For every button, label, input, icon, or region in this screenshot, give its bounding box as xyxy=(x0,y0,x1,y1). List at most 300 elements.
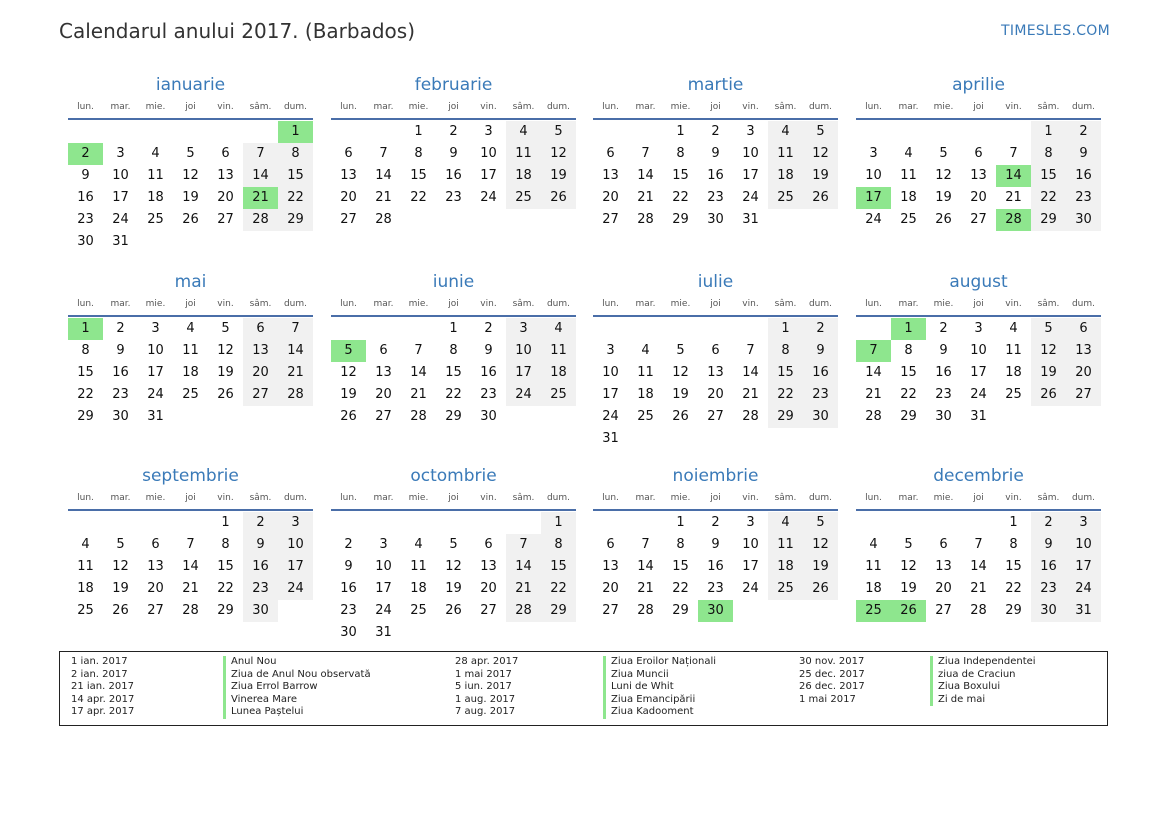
day-cell: 20 xyxy=(375,387,392,402)
day-cell: 17 xyxy=(112,190,129,205)
weekday-header xyxy=(593,299,838,313)
header-divider xyxy=(593,118,838,120)
day-cell: 25 xyxy=(182,387,199,402)
day-cell: 11 xyxy=(768,143,803,165)
day-cell: 10 xyxy=(865,168,882,183)
weekday-label: vin. xyxy=(742,299,759,309)
day-cell: 12 xyxy=(672,365,689,380)
day-cell: 15 xyxy=(410,168,427,183)
weekday-label: mar. xyxy=(635,102,656,112)
day-cell: 6 xyxy=(151,537,160,552)
day-cell: 29 xyxy=(217,603,234,618)
day-cell: 14 xyxy=(742,365,759,380)
day-cell: 28 xyxy=(243,209,278,231)
day-cell: 10 xyxy=(970,343,987,358)
day-cell: 3 xyxy=(606,343,615,358)
weekday-label: mar. xyxy=(635,299,656,309)
day-cell: 24 xyxy=(602,409,619,424)
weekday-label: lun. xyxy=(865,102,882,112)
day-cell: 11 xyxy=(900,168,917,183)
day-cell: 8 xyxy=(904,343,913,358)
day-cell: 25 xyxy=(147,212,164,227)
day-cell: 18 xyxy=(506,165,541,187)
day-cell: 1 xyxy=(676,124,685,139)
day-cell: 7 xyxy=(186,537,195,552)
day-cell: 1 xyxy=(676,515,685,530)
weekday-label: mar. xyxy=(373,102,394,112)
legend-date: 1 aug. 2017 xyxy=(455,693,516,705)
day-cell: 7 xyxy=(641,146,650,161)
day-cell: 27 xyxy=(602,212,619,227)
day-cell: 10 xyxy=(742,537,759,552)
header-divider xyxy=(68,315,313,317)
day-cell-holiday: 1 xyxy=(68,318,103,340)
day-cell: 30 xyxy=(1031,600,1066,622)
day-cell: 9 xyxy=(116,343,125,358)
day-cell: 26 xyxy=(803,187,838,209)
day-cell: 17 xyxy=(742,168,759,183)
day-cell: 12 xyxy=(1031,340,1066,362)
day-cell: 18 xyxy=(768,165,803,187)
day-cell-holiday: 5 xyxy=(331,340,366,362)
day-cell: 9 xyxy=(711,146,720,161)
weekday-label: mie. xyxy=(933,299,954,309)
day-cell: 9 xyxy=(711,537,720,552)
day-cell-holiday: 25 xyxy=(856,600,891,622)
day-cell: 16 xyxy=(112,365,129,380)
day-cell: 16 xyxy=(340,581,357,596)
weekday-label: lun. xyxy=(340,102,357,112)
day-cell: 29 xyxy=(278,209,313,231)
weekday-label: mie. xyxy=(408,299,429,309)
weekday-label: lun. xyxy=(340,493,357,503)
day-cell: 2 xyxy=(711,515,720,530)
day-cell: 21 xyxy=(278,362,313,384)
day-cell: 15 xyxy=(278,165,313,187)
day-cell: 14 xyxy=(278,340,313,362)
header-divider xyxy=(856,315,1101,317)
legend-date: 1 mai 2017 xyxy=(455,668,512,680)
day-cell: 3 xyxy=(869,146,878,161)
day-cell: 5 xyxy=(1031,318,1066,340)
day-cell: 13 xyxy=(1066,340,1101,362)
day-cell: 23 xyxy=(480,387,497,402)
weekday-label: joi xyxy=(710,102,721,112)
day-cell: 30 xyxy=(340,625,357,640)
day-cell: 11 xyxy=(410,559,427,574)
day-cell: 18 xyxy=(768,556,803,578)
day-cell: 23 xyxy=(1031,578,1066,600)
day-cell: 25 xyxy=(506,187,541,209)
legend-holiday-name: Ziua Eroilor Naționali xyxy=(603,656,716,669)
month-name: septembrie xyxy=(142,466,239,486)
day-cell: 26 xyxy=(672,409,689,424)
day-cell: 3 xyxy=(484,124,493,139)
day-cell: 12 xyxy=(935,168,952,183)
day-cell: 15 xyxy=(541,556,576,578)
day-cell: 20 xyxy=(602,581,619,596)
day-cell: 12 xyxy=(217,343,234,358)
day-cell-holiday: 17 xyxy=(856,187,891,209)
day-cell: 10 xyxy=(112,168,129,183)
day-cell: 10 xyxy=(1066,534,1101,556)
day-cell: 19 xyxy=(900,581,917,596)
day-cell: 27 xyxy=(1066,384,1101,406)
legend-holiday-name: Ziua Independentei xyxy=(930,656,1036,669)
day-cell: 19 xyxy=(803,165,838,187)
day-cell: 15 xyxy=(77,365,94,380)
weekday-label: joi xyxy=(973,299,984,309)
day-cell: 8 xyxy=(278,143,313,165)
day-cell-holiday: 30 xyxy=(698,600,733,622)
month-name: octombrie xyxy=(410,466,497,486)
day-cell: 4 xyxy=(151,146,160,161)
day-cell: 22 xyxy=(1005,581,1022,596)
day-cell: 29 xyxy=(445,409,462,424)
day-cell: 26 xyxy=(112,603,129,618)
day-cell: 4 xyxy=(869,537,878,552)
weekday-header xyxy=(68,493,313,507)
header-divider xyxy=(593,509,838,511)
day-cell: 25 xyxy=(900,212,917,227)
day-cell: 5 xyxy=(904,537,913,552)
weekday-label: mie. xyxy=(670,493,691,503)
day-cell: 21 xyxy=(410,387,427,402)
day-cell: 22 xyxy=(900,387,917,402)
day-cell: 14 xyxy=(506,556,541,578)
day-cell: 26 xyxy=(445,603,462,618)
weekday-label: mar. xyxy=(898,299,919,309)
month-name: iulie xyxy=(697,272,734,292)
day-cell: 9 xyxy=(243,534,278,556)
day-cell: 9 xyxy=(1031,534,1066,556)
day-cell: 6 xyxy=(974,146,983,161)
legend-holiday-name: ziua de Craciun xyxy=(930,669,1036,682)
day-cell: 16 xyxy=(707,168,724,183)
day-cell: 22 xyxy=(77,387,94,402)
day-cell: 18 xyxy=(147,190,164,205)
day-cell: 18 xyxy=(637,387,654,402)
weekday-label: sâm. xyxy=(774,299,797,309)
day-cell: 20 xyxy=(602,190,619,205)
day-cell: 26 xyxy=(217,387,234,402)
day-cell: 29 xyxy=(900,409,917,424)
day-cell: 25 xyxy=(541,384,576,406)
weekday-label: dum. xyxy=(808,493,833,503)
legend-holiday-name: Zi de mai xyxy=(930,694,1036,707)
day-cell: 8 xyxy=(676,537,685,552)
day-cell: 30 xyxy=(480,409,497,424)
day-cell: 31 xyxy=(375,625,392,640)
weekday-label: joi xyxy=(185,493,196,503)
weekday-label: dum. xyxy=(546,493,571,503)
day-cell: 22 xyxy=(672,190,689,205)
day-cell: 24 xyxy=(375,603,392,618)
weekday-header xyxy=(856,299,1101,313)
day-cell: 27 xyxy=(340,212,357,227)
day-cell: 23 xyxy=(1066,187,1101,209)
day-cell: 5 xyxy=(676,343,685,358)
day-cell: 31 xyxy=(147,409,164,424)
day-cell: 5 xyxy=(541,121,576,143)
legend-date: 17 apr. 2017 xyxy=(71,706,135,718)
weekday-label: vin. xyxy=(1005,102,1022,112)
day-cell: 2 xyxy=(116,321,125,336)
day-cell: 12 xyxy=(803,534,838,556)
day-cell: 13 xyxy=(602,168,619,183)
weekday-header xyxy=(331,299,576,313)
day-cell: 25 xyxy=(768,578,803,600)
day-cell: 25 xyxy=(77,603,94,618)
weekday-label: mar. xyxy=(110,299,131,309)
header-divider xyxy=(856,509,1101,511)
day-cell: 20 xyxy=(970,190,987,205)
day-cell: 18 xyxy=(182,365,199,380)
weekday-label: mar. xyxy=(110,493,131,503)
weekday-label: mar. xyxy=(898,102,919,112)
legend-holiday-name: Ziua Boxului xyxy=(930,681,1036,694)
weekday-label: vin. xyxy=(742,493,759,503)
day-cell: 14 xyxy=(243,165,278,187)
legend-holiday-name: Ziua Muncii xyxy=(603,669,716,682)
day-cell: 18 xyxy=(1005,365,1022,380)
day-cell: 15 xyxy=(1031,165,1066,187)
day-cell: 13 xyxy=(935,559,952,574)
day-cell: 31 xyxy=(970,409,987,424)
day-cell: 16 xyxy=(707,559,724,574)
day-cell: 2 xyxy=(344,537,353,552)
day-cell: 6 xyxy=(1066,318,1101,340)
legend-date: 30 nov. 2017 xyxy=(799,656,865,667)
weekday-label: joi xyxy=(448,102,459,112)
day-cell: 16 xyxy=(445,168,462,183)
day-cell: 11 xyxy=(1005,343,1022,358)
page-title: Calendarul anului 2017. (Barbados) xyxy=(59,19,415,43)
day-cell: 9 xyxy=(81,168,90,183)
day-cell: 6 xyxy=(606,537,615,552)
day-cell: 3 xyxy=(506,318,541,340)
day-cell: 15 xyxy=(217,559,234,574)
day-cell: 2 xyxy=(1031,512,1066,534)
weekday-label: dum. xyxy=(283,493,308,503)
weekday-label: sâm. xyxy=(512,102,535,112)
day-cell: 9 xyxy=(939,343,948,358)
day-cell: 12 xyxy=(900,559,917,574)
day-cell: 10 xyxy=(278,534,313,556)
weekday-label: lun. xyxy=(77,299,94,309)
day-cell: 26 xyxy=(1031,384,1066,406)
day-cell: 13 xyxy=(243,340,278,362)
day-cell: 21 xyxy=(970,581,987,596)
weekday-label: vin. xyxy=(217,299,234,309)
day-cell-holiday: 14 xyxy=(996,165,1031,187)
weekday-label: vin. xyxy=(480,493,497,503)
weekday-label: mie. xyxy=(933,493,954,503)
day-cell: 7 xyxy=(974,537,983,552)
legend-date: 25 dec. 2017 xyxy=(799,668,865,680)
day-cell: 24 xyxy=(278,578,313,600)
day-cell: 12 xyxy=(340,365,357,380)
day-cell: 16 xyxy=(1066,165,1101,187)
day-cell: 28 xyxy=(637,603,654,618)
day-cell: 20 xyxy=(1066,362,1101,384)
day-cell: 24 xyxy=(742,581,759,596)
weekday-label: dum. xyxy=(1071,299,1096,309)
day-cell: 10 xyxy=(506,340,541,362)
day-cell: 9 xyxy=(484,343,493,358)
day-cell: 22 xyxy=(217,581,234,596)
holiday-legend xyxy=(59,651,1108,726)
weekday-label: sâm. xyxy=(774,493,797,503)
weekday-label: mie. xyxy=(145,102,166,112)
day-cell: 27 xyxy=(217,212,234,227)
day-cell: 11 xyxy=(182,343,199,358)
day-cell: 4 xyxy=(414,537,423,552)
day-cell: 21 xyxy=(637,581,654,596)
day-cell: 20 xyxy=(707,387,724,402)
day-cell: 7 xyxy=(278,318,313,340)
day-cell-holiday: 1 xyxy=(278,121,313,143)
day-cell: 18 xyxy=(77,581,94,596)
day-cell: 20 xyxy=(340,190,357,205)
day-cell: 12 xyxy=(112,559,129,574)
day-cell: 27 xyxy=(243,384,278,406)
weekday-header xyxy=(856,493,1101,507)
day-cell: 17 xyxy=(147,365,164,380)
day-cell: 15 xyxy=(445,365,462,380)
day-cell: 7 xyxy=(243,143,278,165)
day-cell: 20 xyxy=(480,581,497,596)
legend-holiday-name: Ziua de Anul Nou observată xyxy=(223,669,371,682)
weekday-label: mie. xyxy=(670,299,691,309)
day-cell: 11 xyxy=(637,365,654,380)
day-cell: 15 xyxy=(900,365,917,380)
brand-link[interactable]: TIMESLES.COM xyxy=(1001,23,1110,39)
day-cell: 17 xyxy=(970,365,987,380)
day-cell: 7 xyxy=(1009,146,1018,161)
day-cell: 25 xyxy=(410,603,427,618)
day-cell: 28 xyxy=(410,409,427,424)
month-name: martie xyxy=(687,75,744,95)
weekday-label: lun. xyxy=(602,493,619,503)
day-cell: 17 xyxy=(602,387,619,402)
month-name: decembrie xyxy=(933,466,1024,486)
weekday-label: vin. xyxy=(217,493,234,503)
weekday-label: sâm. xyxy=(249,299,272,309)
weekday-header xyxy=(856,102,1101,116)
weekday-label: sâm. xyxy=(1037,299,1060,309)
weekday-label: mar. xyxy=(373,299,394,309)
day-cell: 29 xyxy=(1005,603,1022,618)
day-cell: 15 xyxy=(672,168,689,183)
day-cell: 3 xyxy=(1066,512,1101,534)
weekday-label: vin. xyxy=(480,102,497,112)
day-cell: 29 xyxy=(768,406,803,428)
day-cell: 1 xyxy=(414,124,423,139)
day-cell: 10 xyxy=(602,365,619,380)
day-cell: 28 xyxy=(742,409,759,424)
month-name: mai xyxy=(174,272,207,292)
day-cell: 19 xyxy=(182,190,199,205)
legend-holiday-name: Vinerea Mare xyxy=(223,694,371,707)
day-cell: 16 xyxy=(803,362,838,384)
weekday-label: lun. xyxy=(602,102,619,112)
day-cell: 27 xyxy=(707,409,724,424)
day-cell: 23 xyxy=(803,384,838,406)
day-cell: 6 xyxy=(606,146,615,161)
day-cell: 16 xyxy=(77,190,94,205)
day-cell: 30 xyxy=(112,409,129,424)
day-cell: 8 xyxy=(1009,537,1018,552)
weekday-label: vin. xyxy=(742,102,759,112)
weekday-label: dum. xyxy=(283,299,308,309)
weekday-label: mie. xyxy=(670,102,691,112)
day-cell: 28 xyxy=(278,384,313,406)
day-cell: 19 xyxy=(672,387,689,402)
day-cell: 16 xyxy=(1031,556,1066,578)
weekday-label: mie. xyxy=(145,299,166,309)
day-cell: 20 xyxy=(243,362,278,384)
day-cell: 1 xyxy=(541,512,576,534)
day-cell: 26 xyxy=(340,409,357,424)
day-cell: 31 xyxy=(602,431,619,446)
day-cell: 5 xyxy=(116,537,125,552)
day-cell: 2 xyxy=(484,321,493,336)
day-cell: 31 xyxy=(742,212,759,227)
header-divider xyxy=(68,509,313,511)
day-cell: 14 xyxy=(375,168,392,183)
day-cell: 27 xyxy=(147,603,164,618)
header-divider xyxy=(68,118,313,120)
day-cell: 2 xyxy=(803,318,838,340)
day-cell: 11 xyxy=(541,340,576,362)
day-cell: 21 xyxy=(742,387,759,402)
day-cell: 12 xyxy=(541,143,576,165)
weekday-label: joi xyxy=(185,102,196,112)
day-cell: 18 xyxy=(865,581,882,596)
day-cell: 5 xyxy=(449,537,458,552)
day-cell: 21 xyxy=(506,578,541,600)
weekday-label: mie. xyxy=(408,493,429,503)
day-cell: 2 xyxy=(1066,121,1101,143)
day-cell: 24 xyxy=(480,190,497,205)
day-cell: 14 xyxy=(182,559,199,574)
day-cell: 8 xyxy=(541,534,576,556)
legend-holiday-name: Anul Nou xyxy=(223,656,371,669)
day-cell: 23 xyxy=(707,581,724,596)
day-cell: 28 xyxy=(637,212,654,227)
day-cell: 13 xyxy=(340,168,357,183)
day-cell: 14 xyxy=(410,365,427,380)
day-cell: 27 xyxy=(375,409,392,424)
day-cell: 20 xyxy=(217,190,234,205)
day-cell: 5 xyxy=(939,146,948,161)
month-name: ianuarie xyxy=(155,75,226,95)
day-cell: 1 xyxy=(221,515,230,530)
day-cell: 7 xyxy=(379,146,388,161)
day-cell: 19 xyxy=(340,387,357,402)
weekday-label: dum. xyxy=(283,102,308,112)
legend-date: 2 ian. 2017 xyxy=(71,668,128,680)
day-cell: 8 xyxy=(414,146,423,161)
day-cell: 21 xyxy=(637,190,654,205)
day-cell: 17 xyxy=(278,556,313,578)
day-cell: 22 xyxy=(672,581,689,596)
day-cell: 19 xyxy=(217,365,234,380)
day-cell: 5 xyxy=(186,146,195,161)
day-cell: 27 xyxy=(602,603,619,618)
weekday-header xyxy=(68,299,313,313)
